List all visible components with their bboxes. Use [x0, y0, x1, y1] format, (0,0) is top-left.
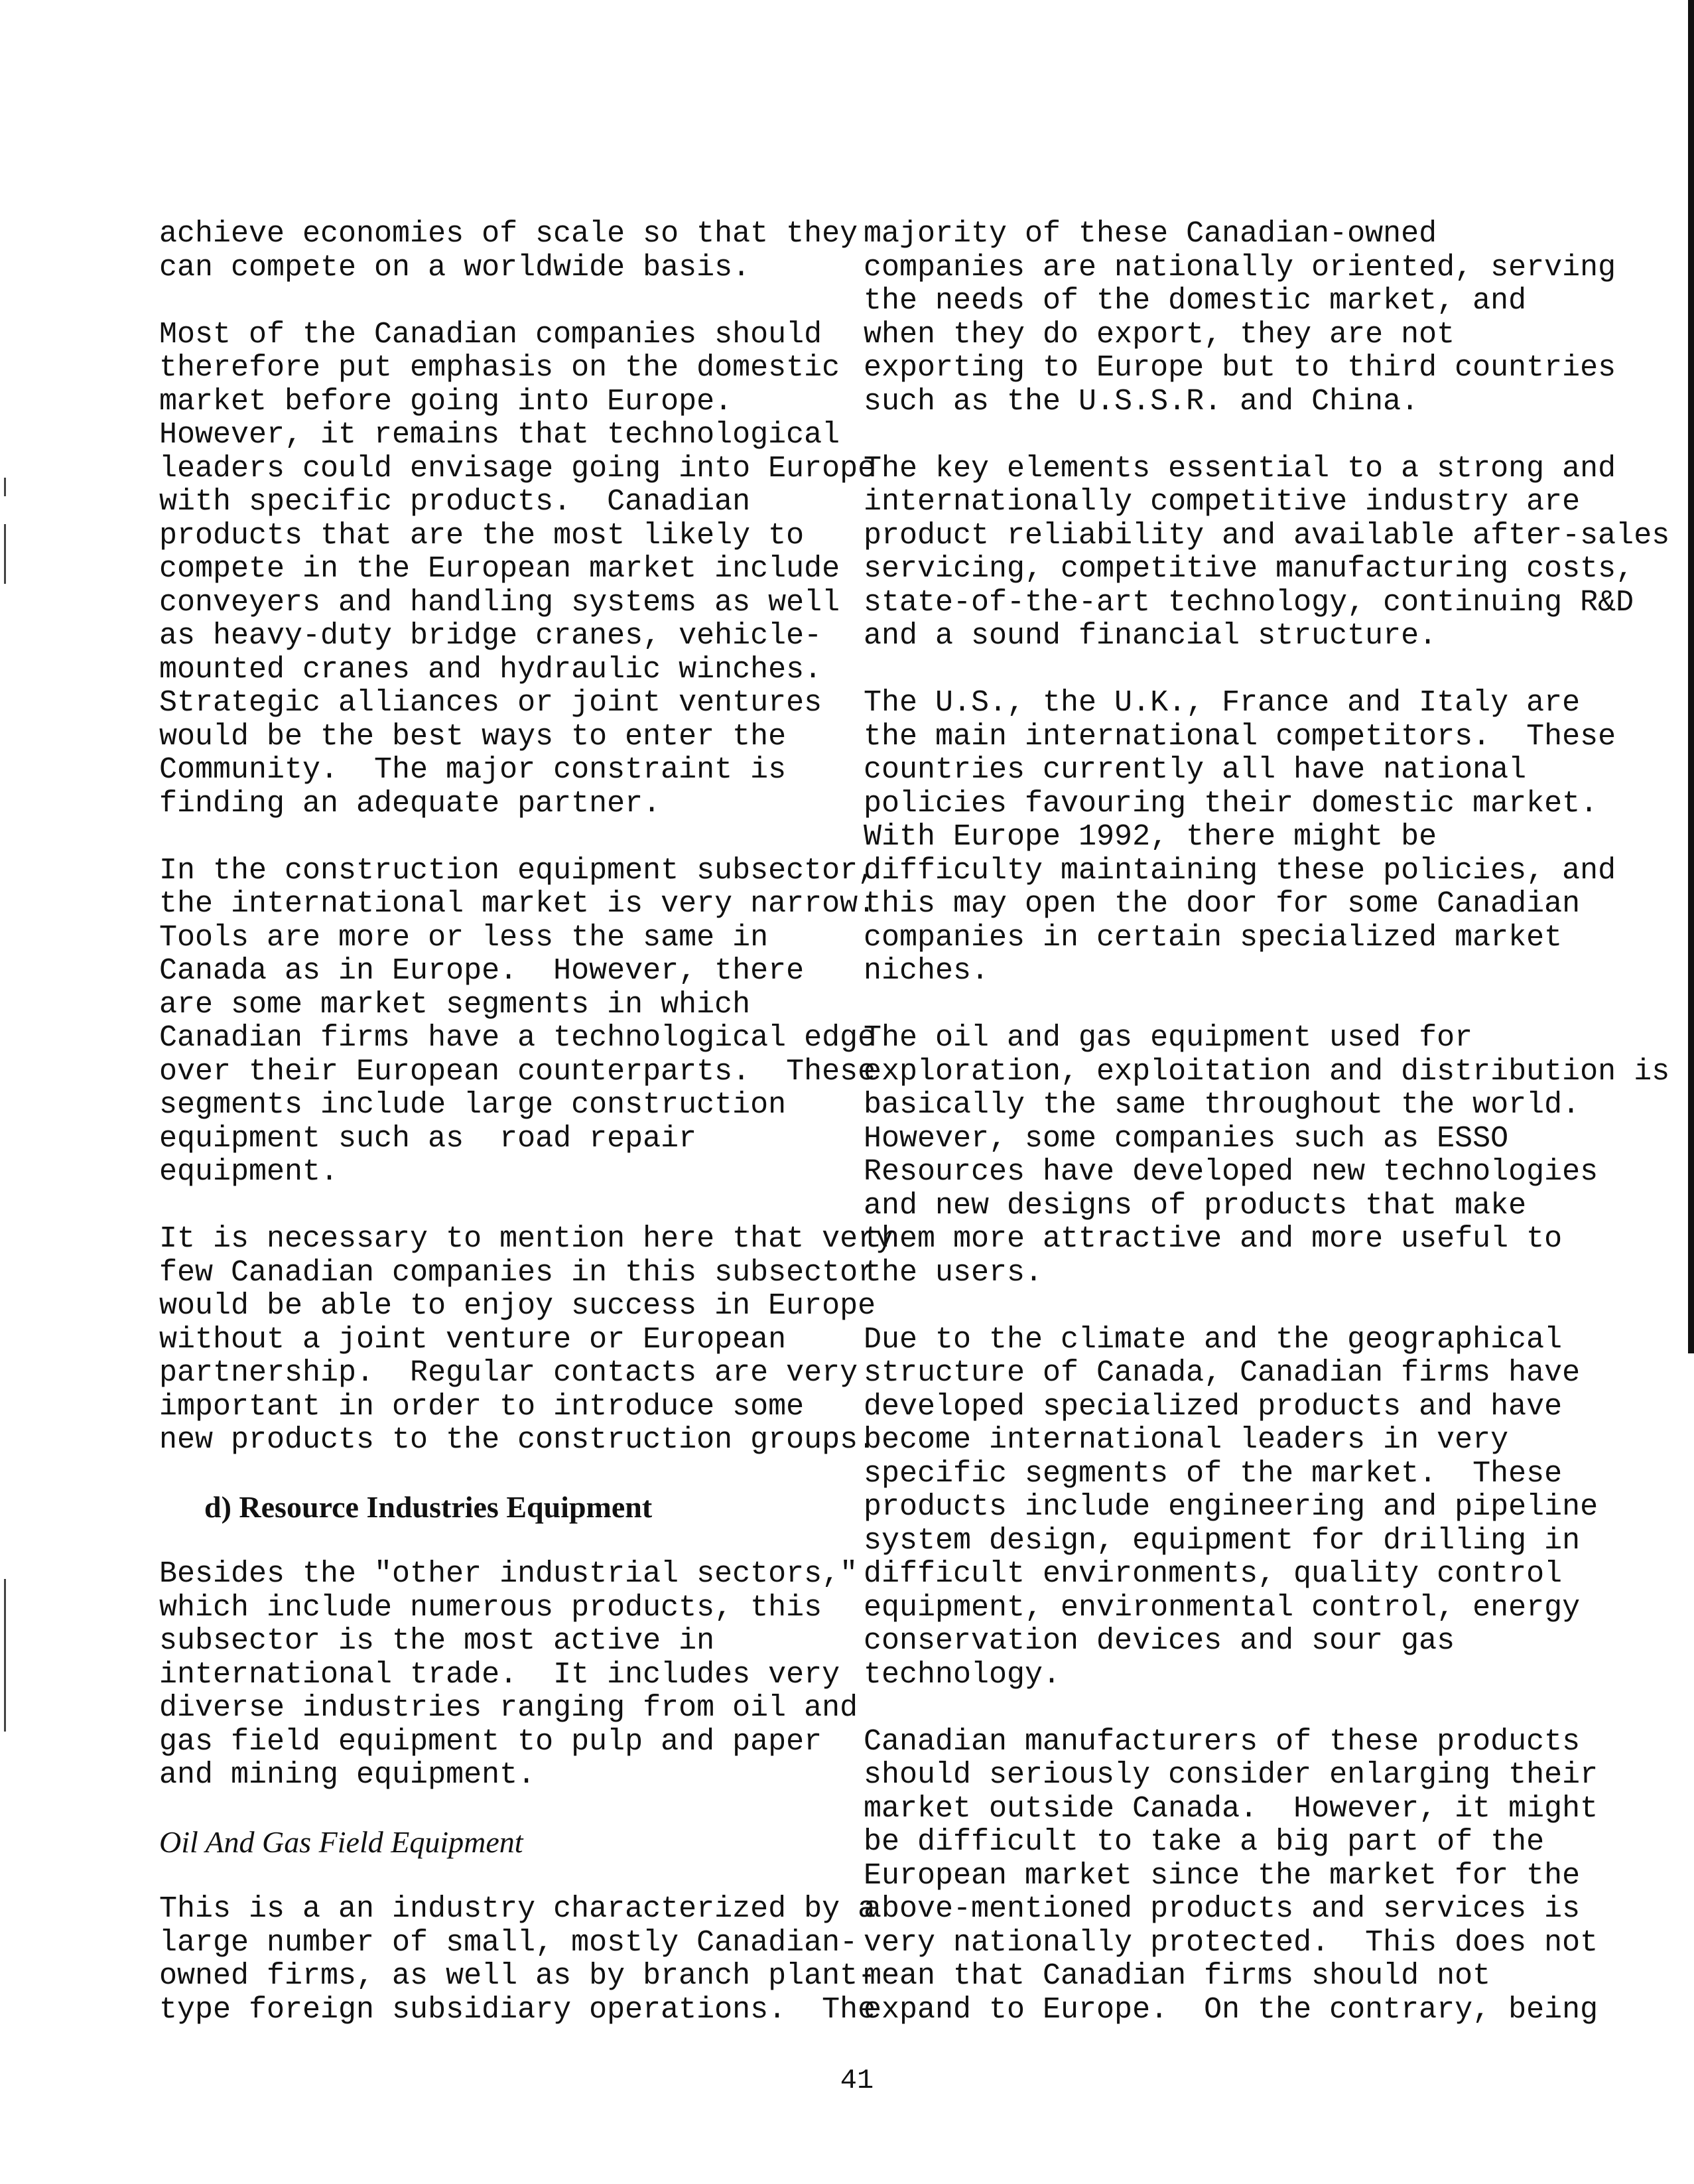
text-line: without a joint venture or European [159, 1322, 787, 1357]
paragraph-gap [864, 1290, 1527, 1324]
text-line: the needs of the domestic market, and [864, 284, 1527, 318]
text-line: important in order to introduce some [159, 1389, 805, 1424]
paragraph-gap [864, 419, 1527, 452]
text-line: diverse industries ranging from oil and [159, 1691, 858, 1725]
section-heading: d) Resource Industries Equipment [204, 1490, 653, 1524]
text-line: It is necessary to mention here that very [159, 1222, 894, 1256]
text-line: as heavy-duty bridge cranes, vehicle- [159, 619, 822, 653]
text-line: Canadian manufacturers of these products [864, 1724, 1581, 1759]
text-line: finding an adequate partner. [159, 786, 661, 821]
paragraph [159, 853, 876, 1190]
text-line: product reliability and available after-sales [864, 518, 1670, 553]
text-line: conveyers and handling systems as well [159, 585, 840, 620]
text-line: The U.S., the U.K., France and Italy are [864, 686, 1581, 720]
paragraph [159, 1892, 876, 2027]
page-number: 41 [840, 2065, 874, 2096]
text-line: majority of these Canadian-owned [864, 217, 1437, 251]
text-line: should seriously consider enlarging their [864, 1758, 1598, 1792]
text-line: Canadian firms have a technological edge [159, 1021, 876, 1055]
text-line: few Canadian companies in this subsector [159, 1255, 876, 1290]
text-line: partnership. Regular contacts are very [159, 1356, 858, 1390]
scan-mark [4, 1579, 6, 1732]
text-line: technology. [864, 1657, 1061, 1692]
text-line: and mining equipment. [159, 1758, 536, 1792]
text-line: conservation devices and sour gas [864, 1624, 1455, 1658]
paragraph [159, 1557, 858, 1793]
text-line: market before going into Europe. [159, 384, 733, 419]
text-line: policies favouring their domestic market. [864, 786, 1598, 821]
text-line: are some market segments in which [159, 987, 751, 1022]
text-line: would be the best ways to enter the [159, 719, 787, 754]
text-line: Besides the "other industrial sectors," [159, 1557, 858, 1591]
text-line: Canada as in Europe. However, there [159, 954, 805, 988]
paragraph [864, 686, 1616, 989]
text-line: internationally competitive industry are [864, 485, 1581, 519]
paragraph-gap [864, 1692, 1527, 1726]
text-line: the users. [864, 1255, 1043, 1290]
text-line: over their European counterparts. These [159, 1054, 876, 1089]
text-line: and new designs of products that make [864, 1188, 1527, 1223]
text-line: products include engineering and pipeline [864, 1490, 1598, 1524]
text-line: such as the U.S.S.R. and China. [864, 384, 1419, 419]
paragraph-gap [159, 285, 822, 318]
text-line: new products to the construction groups. [159, 1423, 876, 1457]
text-line: become international leaders in very [864, 1423, 1509, 1457]
text-line: basically the same throughout the world. [864, 1088, 1581, 1122]
text-line: However, some companies such as ESSO [864, 1121, 1509, 1156]
text-line: exporting to Europe but to third countries [864, 351, 1616, 385]
text-line: very nationally protected. This does not [864, 1925, 1598, 1960]
paragraph [159, 317, 876, 821]
text-line: niches. [864, 954, 990, 988]
text-line: system design, equipment for drilling in [864, 1523, 1581, 1558]
text-line: The key elements essential to a strong and [864, 451, 1616, 486]
text-line: international trade. It includes very [159, 1657, 840, 1692]
text-line: The oil and gas equipment used for [864, 1021, 1473, 1055]
text-line: when they do export, they are not [864, 317, 1455, 352]
text-line: mean that Canadian firms should not [864, 1959, 1491, 1993]
text-line: European market since the market for the [864, 1858, 1581, 1893]
text-line: companies in certain specialized market [864, 920, 1563, 955]
text-line: with specific products. Canadian [159, 485, 751, 519]
paragraph [864, 451, 1670, 653]
text-line: However, it remains that technological [159, 418, 840, 452]
text-line: specific segments of the market. These [864, 1456, 1563, 1491]
paragraph-gap [159, 821, 822, 854]
paragraph [864, 1724, 1598, 2027]
text-line: state-of-the-art technology, continuing R&D [864, 585, 1634, 620]
paragraph [864, 217, 1616, 419]
right-column [864, 217, 1670, 2027]
text-line: subsector is the most active in [159, 1624, 715, 1658]
text-line: gas field equipment to pulp and paper [159, 1724, 822, 1759]
paragraph [864, 1322, 1598, 1692]
text-line: leaders could envisage going into Europe [159, 451, 876, 486]
text-line: the international market is very narrow. [159, 887, 876, 921]
text-line: compete in the European market include [159, 552, 840, 586]
text-line: In the construction equipment subsector, [159, 853, 876, 888]
page-edge-bar [1688, 0, 1694, 1353]
text-line: segments include large construction [159, 1088, 787, 1122]
text-line: Resources have developed new technologies [864, 1155, 1598, 1189]
text-line: above-mentioned products and services is [864, 1892, 1581, 1926]
text-line: equipment such as road repair [159, 1121, 697, 1156]
text-line: developed specialized products and have [864, 1389, 1563, 1424]
text-line: be difficult to take a big part of the [864, 1825, 1545, 1859]
paragraph [864, 1021, 1670, 1290]
text-line: difficult environments, quality control [864, 1557, 1563, 1591]
text-line: and a sound financial structure. [864, 619, 1437, 653]
text-line: expand to Europe. On the contrary, being [864, 1992, 1598, 2027]
text-line: equipment. [159, 1155, 339, 1189]
text-line: servicing, competitive manufacturing costs, [864, 552, 1634, 586]
text-line: which include numerous products, this [159, 1590, 822, 1625]
scan-mark [4, 478, 6, 496]
text-line: This is a an industry characterized by a [159, 1892, 876, 1926]
paragraph-gap [159, 1190, 822, 1223]
paragraph [159, 217, 858, 285]
text-line: type foreign subsidiary operations. The [159, 1992, 876, 2027]
text-line: owned firms, as well as by branch plant- [159, 1959, 876, 1993]
text-line: therefore put emphasis on the domestic [159, 351, 840, 385]
text-line: the main international competitors. These [864, 719, 1616, 754]
text-line: large number of small, mostly Canadian- [159, 1925, 858, 1960]
scan-mark [4, 524, 6, 584]
paragraph [159, 1222, 894, 1458]
text-line: difficulty maintaining these policies, and [864, 853, 1616, 888]
paragraph-gap [159, 1525, 822, 1558]
text-line: them more attractive and more useful to [864, 1222, 1563, 1256]
text-line: mounted cranes and hydraulic winches. [159, 652, 822, 687]
text-line: can compete on a worldwide basis. [159, 250, 751, 285]
text-line: Strategic alliances or joint ventures [159, 686, 822, 720]
text-line: Most of the Canadian companies should [159, 317, 822, 352]
text-line: market outside Canada. However, it might [864, 1791, 1598, 1826]
text-line: Tools are more or less the same in [159, 920, 769, 955]
text-line: countries currently all have national [864, 753, 1527, 787]
text-line: Due to the climate and the geographical [864, 1322, 1563, 1357]
subsection-heading: Oil And Gas Field Equipment [159, 1825, 523, 1859]
text-line: With Europe 1992, there might be [864, 820, 1437, 854]
paragraph-gap [159, 1793, 822, 1826]
text-line: structure of Canada, Canadian firms have [864, 1356, 1581, 1390]
paragraph-gap [159, 1860, 822, 1893]
text-line: companies are nationally oriented, serving [864, 250, 1616, 285]
text-line: products that are the most likely to [159, 518, 805, 553]
left-column [159, 217, 894, 2027]
text-line: this may open the door for some Canadian [864, 887, 1581, 921]
text-line: equipment, environmental control, energy [864, 1590, 1581, 1625]
paragraph-gap [864, 653, 1527, 687]
text-line: exploration, exploitation and distribution is [864, 1054, 1670, 1089]
text-line: Community. The major constraint is [159, 753, 787, 787]
text-line: would be able to enjoy success in Europe [159, 1289, 876, 1323]
text-line: achieve economies of scale so that they [159, 217, 858, 251]
paragraph-gap [864, 989, 1527, 1022]
paragraph-gap [159, 1458, 822, 1491]
